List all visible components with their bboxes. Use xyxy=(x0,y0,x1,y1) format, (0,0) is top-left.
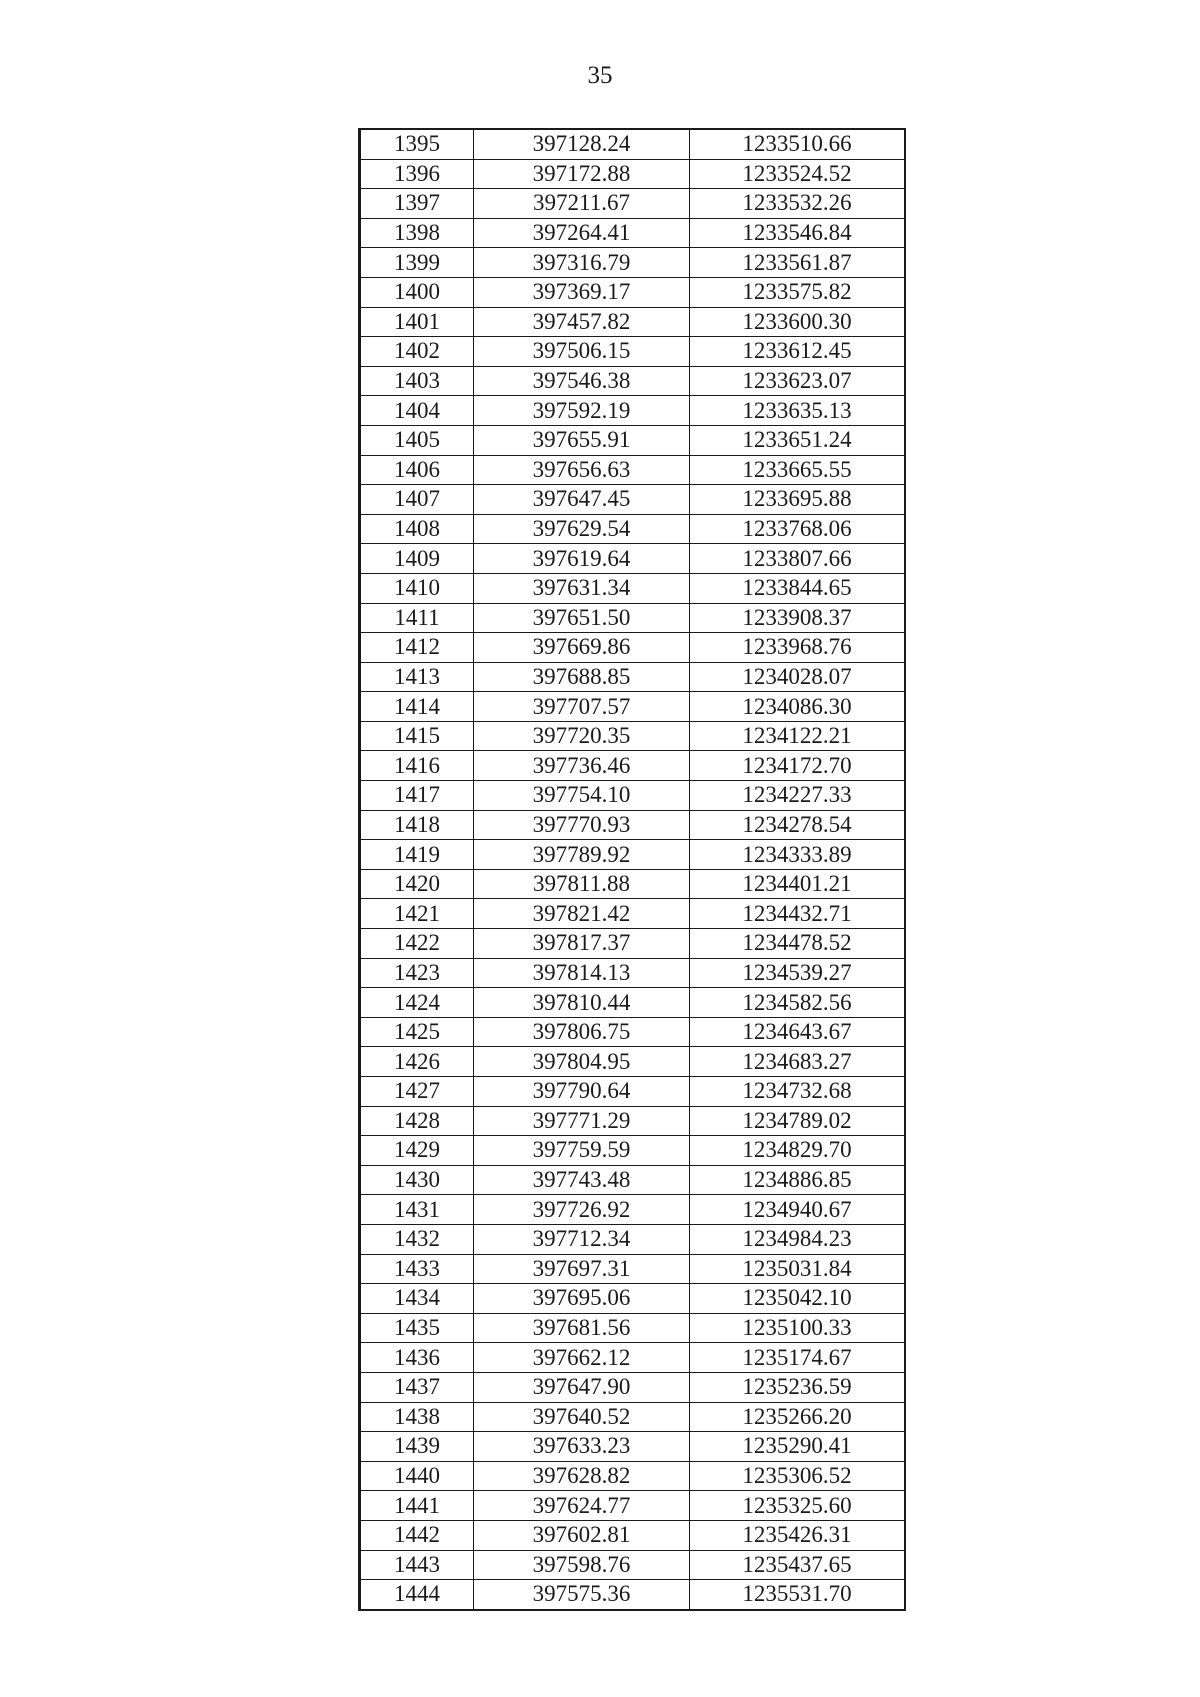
point-number-cell: 1434 xyxy=(360,1284,474,1314)
point-number-cell: 1417 xyxy=(360,781,474,811)
y-coordinate-cell: 1235174.67 xyxy=(690,1343,906,1373)
x-coordinate-cell: 397172.88 xyxy=(474,159,690,189)
table-row xyxy=(360,1313,906,1343)
point-number-cell: 1433 xyxy=(360,1254,474,1284)
point-number-cell: 1400 xyxy=(360,277,474,307)
x-coordinate-cell: 397211.67 xyxy=(474,189,690,219)
y-coordinate-cell: 1234984.23 xyxy=(690,1224,906,1254)
x-coordinate-cell: 397681.56 xyxy=(474,1313,690,1343)
point-number-cell: 1431 xyxy=(360,1195,474,1225)
x-coordinate-cell: 397697.31 xyxy=(474,1254,690,1284)
point-number-cell: 1405 xyxy=(360,425,474,455)
table-row xyxy=(360,277,906,307)
x-coordinate-cell: 397631.34 xyxy=(474,573,690,603)
page-number: 35 xyxy=(587,62,613,89)
y-coordinate-cell: 1235306.52 xyxy=(690,1461,906,1491)
coordinates-table-body xyxy=(360,129,906,1610)
y-coordinate-cell: 1234028.07 xyxy=(690,662,906,692)
point-number-cell: 1440 xyxy=(360,1461,474,1491)
y-coordinate-cell: 1235100.33 xyxy=(690,1313,906,1343)
table-row xyxy=(360,899,906,929)
y-coordinate-cell: 1233612.45 xyxy=(690,337,906,367)
x-coordinate-cell: 397264.41 xyxy=(474,218,690,248)
point-number-cell: 1413 xyxy=(360,662,474,692)
table-row xyxy=(360,129,906,159)
table-row xyxy=(360,189,906,219)
table-row xyxy=(360,929,906,959)
point-number-cell: 1406 xyxy=(360,455,474,485)
x-coordinate-cell: 397806.75 xyxy=(474,1017,690,1047)
x-coordinate-cell: 397128.24 xyxy=(474,129,690,159)
point-number-cell: 1435 xyxy=(360,1313,474,1343)
x-coordinate-cell: 397655.91 xyxy=(474,425,690,455)
x-coordinate-cell: 397656.63 xyxy=(474,455,690,485)
point-number-cell: 1403 xyxy=(360,366,474,396)
y-coordinate-cell: 1233665.55 xyxy=(690,455,906,485)
table-row xyxy=(360,337,906,367)
table-row xyxy=(360,840,906,870)
point-number-cell: 1423 xyxy=(360,958,474,988)
point-number-cell: 1404 xyxy=(360,396,474,426)
table-row xyxy=(360,1224,906,1254)
y-coordinate-cell: 1235290.41 xyxy=(690,1432,906,1462)
table-row xyxy=(360,781,906,811)
table-row xyxy=(360,544,906,574)
point-number-cell: 1407 xyxy=(360,485,474,515)
y-coordinate-cell: 1234940.67 xyxy=(690,1195,906,1225)
y-coordinate-cell: 1234401.21 xyxy=(690,869,906,899)
point-number-cell: 1412 xyxy=(360,633,474,663)
y-coordinate-cell: 1235266.20 xyxy=(690,1402,906,1432)
x-coordinate-cell: 397624.77 xyxy=(474,1491,690,1521)
y-coordinate-cell: 1234683.27 xyxy=(690,1047,906,1077)
y-coordinate-cell: 1233600.30 xyxy=(690,307,906,337)
point-number-cell: 1408 xyxy=(360,514,474,544)
x-coordinate-cell: 397720.35 xyxy=(474,721,690,751)
point-number-cell: 1428 xyxy=(360,1106,474,1136)
point-number-cell: 1396 xyxy=(360,159,474,189)
x-coordinate-cell: 397640.52 xyxy=(474,1402,690,1432)
table-row xyxy=(360,425,906,455)
point-number-cell: 1425 xyxy=(360,1017,474,1047)
point-number-cell: 1426 xyxy=(360,1047,474,1077)
point-number-cell: 1443 xyxy=(360,1550,474,1580)
table-row xyxy=(360,396,906,426)
y-coordinate-cell: 1234227.33 xyxy=(690,781,906,811)
table-row xyxy=(360,721,906,751)
point-number-cell: 1436 xyxy=(360,1343,474,1373)
point-number-cell: 1397 xyxy=(360,189,474,219)
y-coordinate-cell: 1234732.68 xyxy=(690,1077,906,1107)
point-number-cell: 1424 xyxy=(360,988,474,1018)
point-number-cell: 1437 xyxy=(360,1372,474,1402)
x-coordinate-cell: 397647.90 xyxy=(474,1372,690,1402)
y-coordinate-cell: 1234789.02 xyxy=(690,1106,906,1136)
table-row xyxy=(360,1372,906,1402)
table-row xyxy=(360,1136,906,1166)
x-coordinate-cell: 397790.64 xyxy=(474,1077,690,1107)
y-coordinate-cell: 1233844.65 xyxy=(690,573,906,603)
x-coordinate-cell: 397811.88 xyxy=(474,869,690,899)
x-coordinate-cell: 397810.44 xyxy=(474,988,690,1018)
x-coordinate-cell: 397546.38 xyxy=(474,366,690,396)
x-coordinate-cell: 397575.36 xyxy=(474,1580,690,1610)
y-coordinate-cell: 1233510.66 xyxy=(690,129,906,159)
table-row xyxy=(360,1520,906,1550)
y-coordinate-cell: 1235437.65 xyxy=(690,1550,906,1580)
table-row xyxy=(360,603,906,633)
table-row xyxy=(360,1343,906,1373)
table-row xyxy=(360,159,906,189)
x-coordinate-cell: 397662.12 xyxy=(474,1343,690,1373)
y-coordinate-cell: 1234086.30 xyxy=(690,692,906,722)
x-coordinate-cell: 397736.46 xyxy=(474,751,690,781)
y-coordinate-cell: 1235531.70 xyxy=(690,1580,906,1610)
y-coordinate-cell: 1234539.27 xyxy=(690,958,906,988)
point-number-cell: 1410 xyxy=(360,573,474,603)
y-coordinate-cell: 1234122.21 xyxy=(690,721,906,751)
x-coordinate-cell: 397770.93 xyxy=(474,810,690,840)
y-coordinate-cell: 1235426.31 xyxy=(690,1520,906,1550)
table-row xyxy=(360,1077,906,1107)
y-coordinate-cell: 1233807.66 xyxy=(690,544,906,574)
y-coordinate-cell: 1234278.54 xyxy=(690,810,906,840)
y-coordinate-cell: 1234829.70 xyxy=(690,1136,906,1166)
y-coordinate-cell: 1235031.84 xyxy=(690,1254,906,1284)
point-number-cell: 1418 xyxy=(360,810,474,840)
point-number-cell: 1399 xyxy=(360,248,474,278)
table-row xyxy=(360,1195,906,1225)
y-coordinate-cell: 1234172.70 xyxy=(690,751,906,781)
x-coordinate-cell: 397628.82 xyxy=(474,1461,690,1491)
y-coordinate-cell: 1234333.89 xyxy=(690,840,906,870)
table-row xyxy=(360,1461,906,1491)
table-row xyxy=(360,751,906,781)
table-row xyxy=(360,573,906,603)
point-number-cell: 1429 xyxy=(360,1136,474,1166)
point-number-cell: 1416 xyxy=(360,751,474,781)
y-coordinate-cell: 1234886.85 xyxy=(690,1165,906,1195)
point-number-cell: 1422 xyxy=(360,929,474,959)
point-number-cell: 1398 xyxy=(360,218,474,248)
table-row xyxy=(360,455,906,485)
coordinates-table xyxy=(358,128,906,1611)
x-coordinate-cell: 397688.85 xyxy=(474,662,690,692)
x-coordinate-cell: 397804.95 xyxy=(474,1047,690,1077)
x-coordinate-cell: 397817.37 xyxy=(474,929,690,959)
table-row xyxy=(360,1550,906,1580)
point-number-cell: 1442 xyxy=(360,1520,474,1550)
table-row xyxy=(360,1580,906,1610)
x-coordinate-cell: 397707.57 xyxy=(474,692,690,722)
table-row xyxy=(360,1254,906,1284)
x-coordinate-cell: 397457.82 xyxy=(474,307,690,337)
x-coordinate-cell: 397669.86 xyxy=(474,633,690,663)
x-coordinate-cell: 397598.76 xyxy=(474,1550,690,1580)
y-coordinate-cell: 1233651.24 xyxy=(690,425,906,455)
table-row xyxy=(360,810,906,840)
table-row xyxy=(360,662,906,692)
x-coordinate-cell: 397821.42 xyxy=(474,899,690,929)
y-coordinate-cell: 1233532.26 xyxy=(690,189,906,219)
table-row xyxy=(360,692,906,722)
table-row xyxy=(360,1106,906,1136)
table-row xyxy=(360,1432,906,1462)
table-row xyxy=(360,248,906,278)
point-number-cell: 1419 xyxy=(360,840,474,870)
table-row xyxy=(360,988,906,1018)
x-coordinate-cell: 397814.13 xyxy=(474,958,690,988)
table-row xyxy=(360,633,906,663)
y-coordinate-cell: 1233623.07 xyxy=(690,366,906,396)
point-number-cell: 1441 xyxy=(360,1491,474,1521)
point-number-cell: 1420 xyxy=(360,869,474,899)
x-coordinate-cell: 397506.15 xyxy=(474,337,690,367)
table-row xyxy=(360,218,906,248)
x-coordinate-cell: 397633.23 xyxy=(474,1432,690,1462)
x-coordinate-cell: 397647.45 xyxy=(474,485,690,515)
x-coordinate-cell: 397695.06 xyxy=(474,1284,690,1314)
x-coordinate-cell: 397759.59 xyxy=(474,1136,690,1166)
y-coordinate-cell: 1233546.84 xyxy=(690,218,906,248)
table-row xyxy=(360,1047,906,1077)
point-number-cell: 1438 xyxy=(360,1402,474,1432)
y-coordinate-cell: 1233635.13 xyxy=(690,396,906,426)
y-coordinate-cell: 1233968.76 xyxy=(690,633,906,663)
x-coordinate-cell: 397592.19 xyxy=(474,396,690,426)
y-coordinate-cell: 1234432.71 xyxy=(690,899,906,929)
x-coordinate-cell: 397771.29 xyxy=(474,1106,690,1136)
x-coordinate-cell: 397316.79 xyxy=(474,248,690,278)
point-number-cell: 1427 xyxy=(360,1077,474,1107)
table-row xyxy=(360,1284,906,1314)
point-number-cell: 1411 xyxy=(360,603,474,633)
point-number-cell: 1402 xyxy=(360,337,474,367)
table-row xyxy=(360,1402,906,1432)
x-coordinate-cell: 397726.92 xyxy=(474,1195,690,1225)
x-coordinate-cell: 397651.50 xyxy=(474,603,690,633)
point-number-cell: 1401 xyxy=(360,307,474,337)
point-number-cell: 1414 xyxy=(360,692,474,722)
x-coordinate-cell: 397789.92 xyxy=(474,840,690,870)
table-row xyxy=(360,1491,906,1521)
y-coordinate-cell: 1233561.87 xyxy=(690,248,906,278)
y-coordinate-cell: 1234582.56 xyxy=(690,988,906,1018)
y-coordinate-cell: 1235325.60 xyxy=(690,1491,906,1521)
point-number-cell: 1421 xyxy=(360,899,474,929)
y-coordinate-cell: 1233908.37 xyxy=(690,603,906,633)
table-row xyxy=(360,485,906,515)
y-coordinate-cell: 1234478.52 xyxy=(690,929,906,959)
table-row xyxy=(360,307,906,337)
y-coordinate-cell: 1234643.67 xyxy=(690,1017,906,1047)
point-number-cell: 1415 xyxy=(360,721,474,751)
table-row xyxy=(360,958,906,988)
y-coordinate-cell: 1233524.52 xyxy=(690,159,906,189)
x-coordinate-cell: 397743.48 xyxy=(474,1165,690,1195)
table-row xyxy=(360,869,906,899)
y-coordinate-cell: 1233768.06 xyxy=(690,514,906,544)
x-coordinate-cell: 397754.10 xyxy=(474,781,690,811)
y-coordinate-cell: 1235236.59 xyxy=(690,1372,906,1402)
point-number-cell: 1409 xyxy=(360,544,474,574)
point-number-cell: 1432 xyxy=(360,1224,474,1254)
point-number-cell: 1439 xyxy=(360,1432,474,1462)
y-coordinate-cell: 1233575.82 xyxy=(690,277,906,307)
x-coordinate-cell: 397629.54 xyxy=(474,514,690,544)
table-row xyxy=(360,514,906,544)
x-coordinate-cell: 397602.81 xyxy=(474,1520,690,1550)
table-row xyxy=(360,366,906,396)
y-coordinate-cell: 1233695.88 xyxy=(690,485,906,515)
x-coordinate-cell: 397712.34 xyxy=(474,1224,690,1254)
x-coordinate-cell: 397619.64 xyxy=(474,544,690,574)
point-number-cell: 1395 xyxy=(360,129,474,159)
y-coordinate-cell: 1235042.10 xyxy=(690,1284,906,1314)
table-row xyxy=(360,1165,906,1195)
table-row xyxy=(360,1017,906,1047)
point-number-cell: 1430 xyxy=(360,1165,474,1195)
x-coordinate-cell: 397369.17 xyxy=(474,277,690,307)
point-number-cell: 1444 xyxy=(360,1580,474,1610)
